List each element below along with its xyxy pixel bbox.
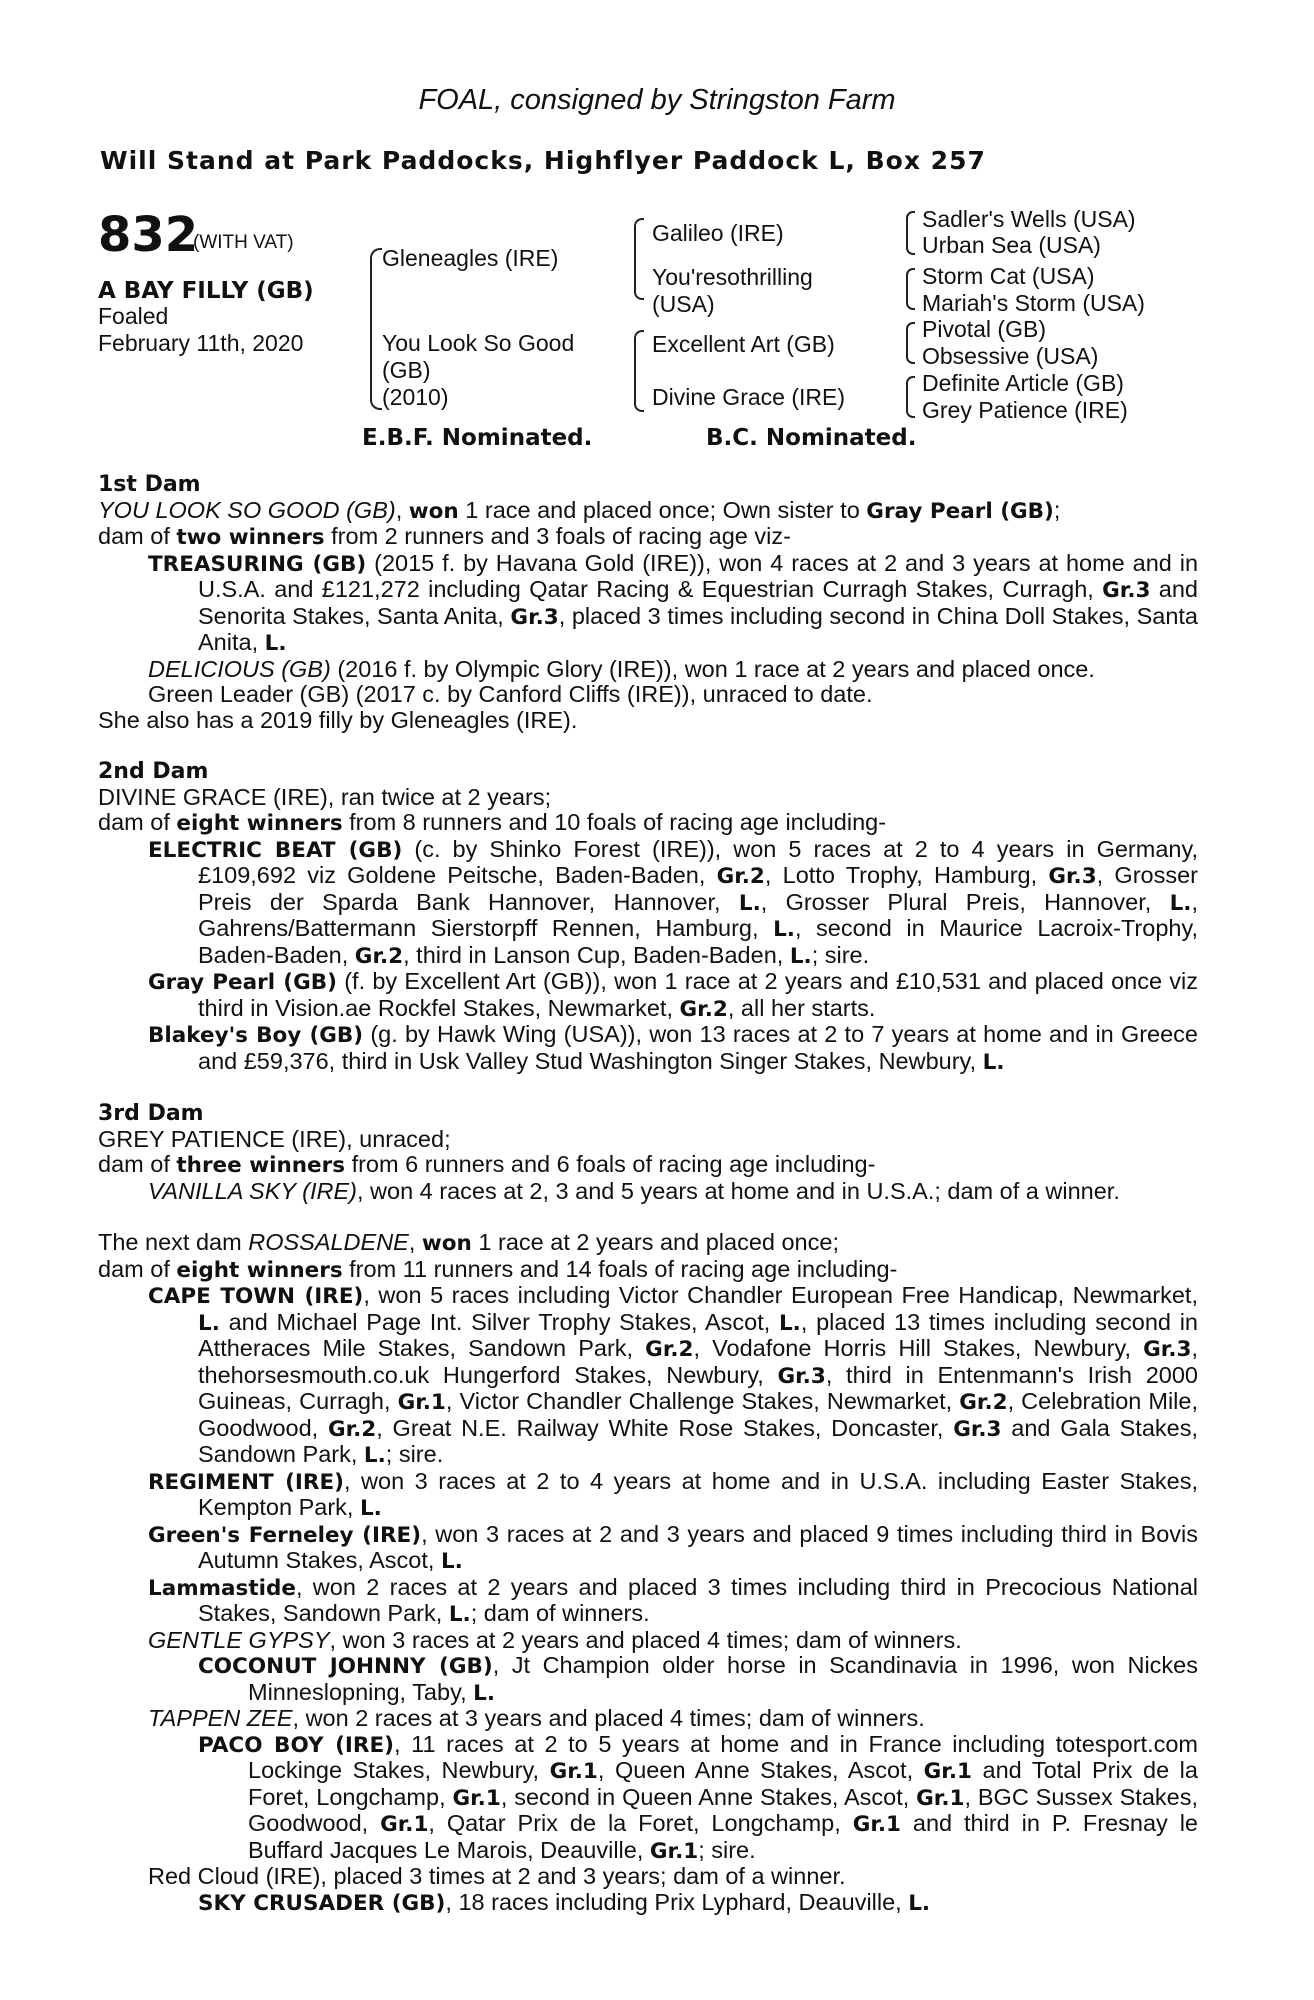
pedigree-dam: You Look So Good	[382, 330, 575, 356]
pedigree-brace-g34	[906, 268, 915, 310]
entry-regiment: REGIMENT (IRE), won 3 races at 2 to 4 years at home and in U.S.A. including Easter Stakes, Kempton Park, L.	[148, 1467, 1198, 1521]
third-dam-line: GREY PATIENCE (IRE), unraced;	[98, 1125, 451, 1152]
entry-blakeys-boy: Blakey's Boy (GB) (g. by Hawk Wing (USA)), won 13 races at 2 to 7 years at home and in Greece and £59,376, third in Usk Valley Stud Washington Singer Stakes, Newbury, L.	[148, 1021, 1199, 1075]
second-dam-produce-summary: dam of eight winners from 8 runners and 10 foals of racing age including-	[98, 809, 887, 836]
pedigree-sire-dam: You'resothrilling	[652, 264, 813, 290]
entry-greens-ferneley: Green's Ferneley (IRE), won 3 races at 2 and 3 years and placed 9 times including third in Bovis Autumn Stakes, Ascot, L.	[148, 1520, 1198, 1574]
entry-coconut-johnny: COCONUT JOHNNY (GB), Jt Champion older horse in Scandinavia in 1996, won Nickes Minneslopning, Taby, L.	[198, 1652, 1198, 1706]
entry-red-cloud: Red Cloud (IRE), placed 3 times at 2 and 3 years; dam of a winner.	[148, 1863, 846, 1889]
section-gap	[98, 1204, 1198, 1230]
pedigree-g4: Mariah's Storm (USA)	[922, 290, 1145, 316]
pedigree-brace-g12	[906, 211, 915, 255]
entry-tappen-zee: TAPPEN ZEE, won 2 races at 3 years and placed 4 times; dam of winners.	[148, 1705, 925, 1731]
entry-sky-crusader: SKY CRUSADER (GB), 18 races including Prix Lyphard, Deauville, L.	[198, 1888, 931, 1916]
entry-delicious: DELICIOUS (GB) (2016 f. by Olympic Glory (IRE)), won 1 race at 2 years and placed once.	[148, 655, 1095, 682]
foaled-date: February 11th, 2020	[98, 330, 304, 356]
foaled-label: Foaled	[98, 303, 169, 329]
pedigree-g3: Storm Cat (USA)	[922, 263, 1095, 289]
pedigree-brace-sire-parents	[634, 218, 644, 300]
horse-name: A BAY FILLY (GB)	[98, 278, 314, 304]
pedigree-g2: Urban Sea (USA)	[922, 232, 1101, 258]
pedigree-brace-g78	[906, 376, 915, 418]
second-dam-heading: 2nd Dam	[98, 759, 209, 784]
vat-note: (WITH VAT)	[193, 232, 294, 253]
pedigree-g6: Obsessive (USA)	[922, 343, 1099, 369]
next-dam-line: The next dam ROSSALDENE, won 1 race at 2 years and placed once;	[98, 1229, 839, 1256]
next-dam-produce-summary: dam of eight winners from 11 runners and 14 foals of racing age including-	[98, 1255, 898, 1283]
entry-green-leader: Green Leader (GB) (2017 c. by Canford Cliffs (IRE)), unraced to date.	[148, 681, 873, 707]
bc-nominated: B.C. Nominated.	[706, 425, 917, 451]
entry-gray-pearl: Gray Pearl (GB) (f. by Excellent Art (GB)), won 1 race at 2 years and £10,531 and placed once viz third in Vision.ae Rockfel Stakes, Newmarket, Gr.2, all her starts.	[148, 968, 1198, 1022]
entry-treasuring: TREASURING (GB) (2015 f. by Havana Gold (IRE)), won 4 races at 2 and 3 years at home and in U.S.A. and £121,272 including Qatar Racing & Equestrian Curragh Stakes, Curragh, Gr.3 and Senorita Stakes, Santa Anita, Gr.3, placed 3 times including second in China Doll Stakes, Santa Anita, L.	[148, 549, 1199, 656]
third-dam-produce-summary: dam of three winners from 6 runners and 6 foals of racing age including-	[98, 1151, 876, 1178]
entry-lammastide: Lammastide, won 2 races at 2 years and placed 3 times including third in Precocious National Stakes, Sandown Park, L.; dam of winners.	[148, 1573, 1198, 1627]
also-note: She also has a 2019 filly by Gleneagles (IRE).	[98, 706, 578, 733]
first-dam-heading: 1st Dam	[98, 472, 201, 497]
pedigree-dam-year: (2010)	[382, 384, 449, 410]
first-dam-produce-summary: dam of two winners from 2 runners and 3 foals of racing age viz-	[98, 523, 791, 550]
pedigree-sire-sire: Galileo (IRE)	[652, 220, 784, 246]
first-dam-line: YOU LOOK SO GOOD (GB), won 1 race and placed once; Own sister to Gray Pearl (GB);	[98, 496, 1061, 524]
pedigree-dam-origin: (GB)	[382, 357, 431, 383]
entry-vanilla-sky: VANILLA SKY (IRE), won 4 races at 2, 3 and 5 years at home and in U.S.A.; dam of a winner.	[148, 1177, 1120, 1204]
produce-record	[98, 472, 1198, 1916]
entry-paco-boy: PACO BOY (IRE), 11 races at 2 to 5 years at home and in France including totesport.com Lockinge Stakes, Newbury, Gr.1, Queen Anne Stakes, Ascot, Gr.1 and Total Prix de la Foret, Longchamp, Gr.1, second in Queen Anne Stakes, Ascot, Gr.1, BGC Sussex Stakes, Goodwood, Gr.1, Qatar Prix de la Foret, Longchamp, Gr.1 and third in P. Fresnay le Buffard Jacques Le Marois, Deauville, Gr.1; sire.	[198, 1730, 1199, 1864]
pedigree-g8: Grey Patience (IRE)	[922, 397, 1128, 423]
second-dam-line: DIVINE GRACE (IRE), ran twice at 2 years;	[98, 783, 552, 810]
entry-gentle-gypsy: GENTLE GYPSY, won 3 races at 2 years and placed 4 times; dam of winners.	[148, 1626, 962, 1653]
pedigree-dam-sire: Excellent Art (GB)	[652, 331, 835, 357]
pedigree-g7: Definite Article (GB)	[922, 370, 1124, 396]
stand-location: Will Stand at Park Paddocks, Highflyer Paddock L, Box 257	[100, 146, 986, 175]
page-title: FOAL, consigned by Stringston Farm	[418, 84, 896, 116]
pedigree-g5: Pivotal (GB)	[922, 316, 1046, 342]
pedigree-dam-dam: Divine Grace (IRE)	[652, 384, 845, 410]
entry-cape-town: CAPE TOWN (IRE), won 5 races including Victor Chandler European Free Handicap, Newmarket, L. and Michael Page Int. Silver Trophy Stakes, Ascot, L., placed 13 times including second in Attheraces Mile Stakes, Sandown Park, Gr.2, Vodafone Horris Hill Stakes, Newbury, Gr.3, thehorsesmouth.co.uk Hungerford Stakes, Newbury, Gr.3, third in Entenmann's Irish 2000 Guineas, Curragh, Gr.1, Victor Chandler Challenge Stakes, Newmarket, Gr.2, Celebration Mile, Goodwood, Gr.2, Great N.E. Railway White Rose Stakes, Doncaster, Gr.3 and Gala Stakes, Sandown Park, L.; sire.	[148, 1282, 1198, 1468]
pedigree-brace-dam-parents	[634, 330, 644, 412]
pedigree-sire: Gleneagles (IRE)	[382, 245, 559, 271]
pedigree-brace-dam	[370, 328, 382, 410]
pedigree-brace-g56	[906, 322, 915, 364]
ebf-nominated: E.B.F. Nominated.	[362, 425, 593, 451]
third-dam-heading: 3rd Dam	[98, 1101, 204, 1126]
pedigree-sire-dam-origin: (USA)	[652, 291, 715, 317]
pedigree-brace-sire	[370, 248, 382, 330]
lot-number: 832	[98, 207, 199, 263]
entry-electric-beat: ELECTRIC BEAT (GB) (c. by Shinko Forest (IRE)), won 5 races at 2 to 4 years in Germany, £109,692 viz Goldene Peitsche, Baden-Baden, Gr.2, Lotto Trophy, Hamburg, Gr.3, Grosser Preis der Sparda Bank Hannover, Hannover, L., Grosser Plural Preis, Hannover, L., Gahrens/Battermann Sierstorpff Rennen, Hamburg, L., second in Maurice Lacroix-Trophy, Baden-Baden, Gr.2, third in Lanson Cup, Baden-Baden, L.; sire.	[148, 835, 1199, 969]
pedigree-g1: Sadler's Wells (USA)	[922, 206, 1136, 232]
first-dam-name: YOU LOOK SO GOOD (GB)	[98, 496, 396, 523]
